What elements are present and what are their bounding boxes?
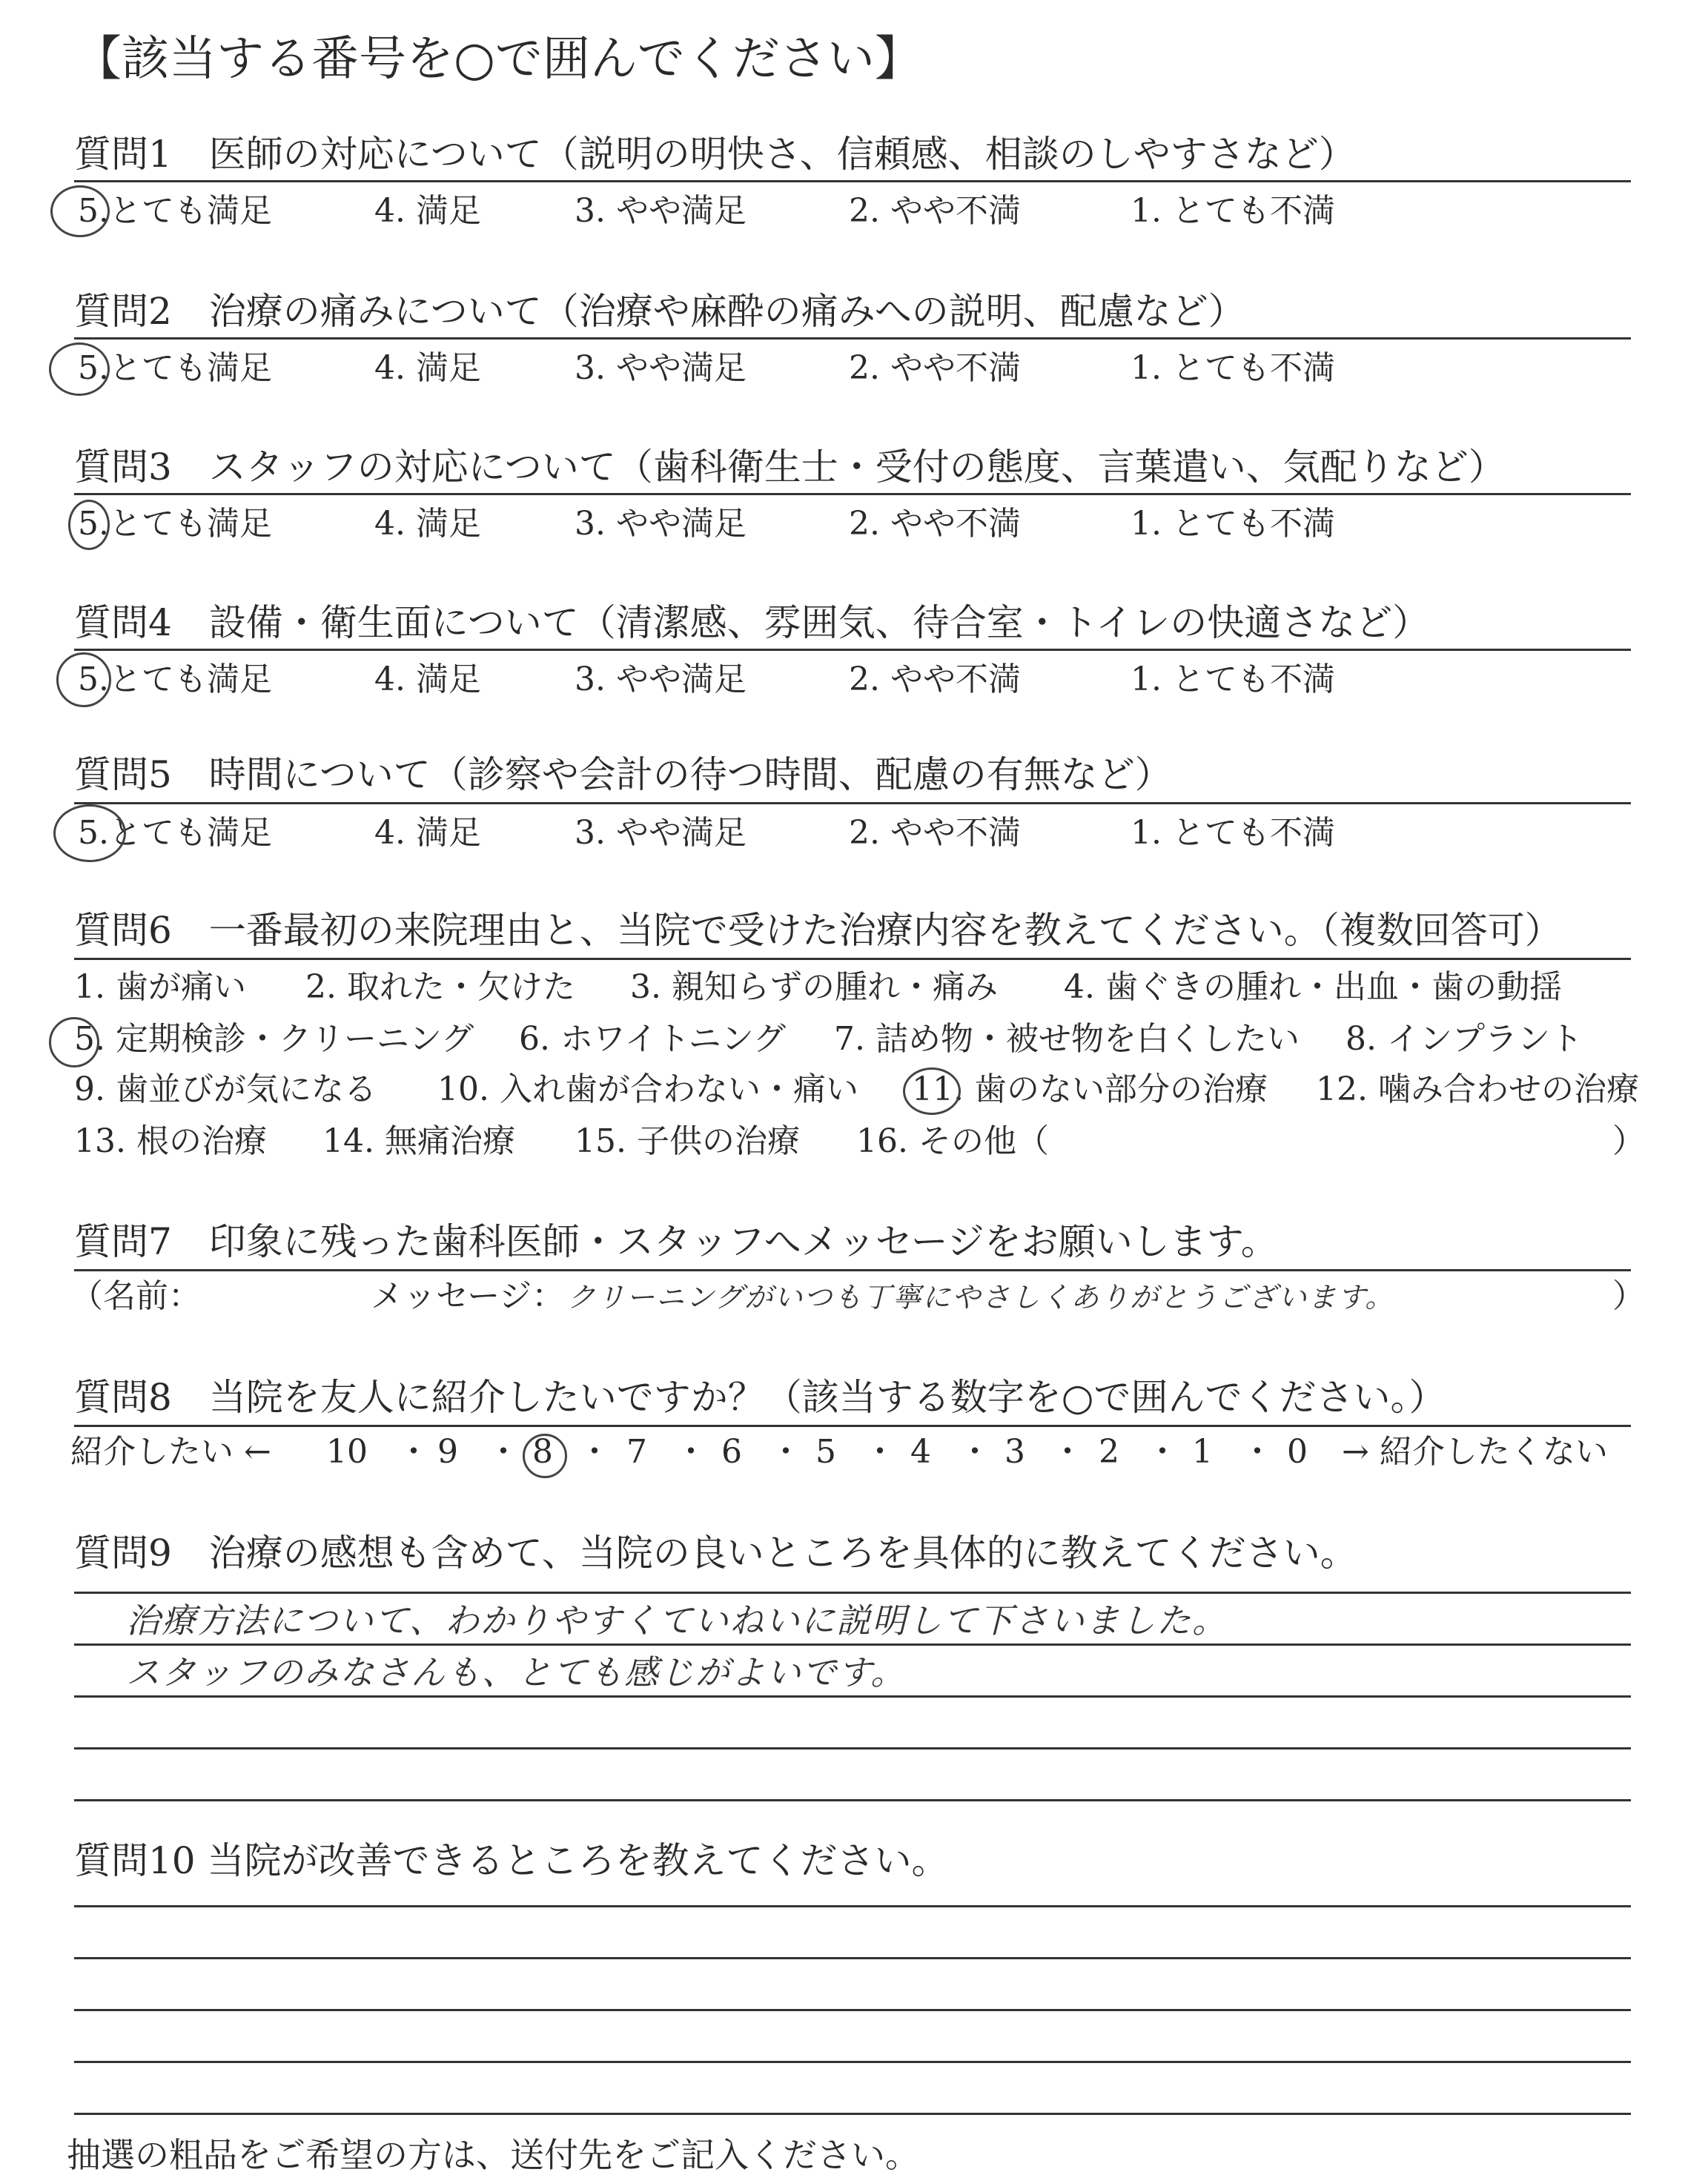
q3-rule <box>74 493 1631 495</box>
q3-option-4[interactable]: 4. 満足 <box>374 505 481 543</box>
q2-option-2[interactable]: 2. やや不満 <box>849 349 1021 387</box>
q6-option-12[interactable]: 12. 噛み合わせの治療 <box>1316 1070 1639 1108</box>
q9-answer-line-1: 治療方法について、わかりやすくていねいに説明して下さいました。 <box>126 1600 1228 1641</box>
q3-option-3[interactable]: 3. やや満足 <box>575 505 747 543</box>
q7-message-label: メッセージ： <box>371 1277 565 1315</box>
q6-option-14[interactable]: 14. 無痛治療 <box>322 1122 515 1160</box>
q4-option-2[interactable]: 2. やや不満 <box>849 661 1021 698</box>
q4-option-5[interactable]: 5.とても満足 <box>78 661 272 698</box>
q6-option-11[interactable]: 11. 歯のない部分の治療 <box>912 1070 1268 1108</box>
q6-option-5[interactable]: 5. 定期検診・クリーニング <box>74 1020 474 1058</box>
q8-score-5[interactable]: 5 <box>815 1433 836 1471</box>
q10-line-1 <box>74 1905 1631 1907</box>
q3-option-5[interactable]: 5.とても満足 <box>78 505 272 543</box>
q6-option-6[interactable]: 6. ホワイトニング <box>519 1020 787 1058</box>
q7-heading: 質問7 印象に残った歯科医師・スタッフへメッセージをお願いします。 <box>74 1220 1278 1263</box>
q6-option-13[interactable]: 13. 根の治療 <box>74 1122 267 1160</box>
q6-other-close-paren: ） <box>1612 1122 1645 1160</box>
q4-heading: 質問4 設備・衛生面について（清潔感、雰囲気、待合室・トイレの快適さなど） <box>74 601 1430 644</box>
q8-separator: ・ <box>864 1433 896 1471</box>
q6-option-7[interactable]: 7. 詰め物・被せ物を白くしたい <box>834 1020 1300 1058</box>
q8-rule <box>74 1425 1631 1427</box>
q3-option-2[interactable]: 2. やや不満 <box>849 505 1021 543</box>
q2-option-3[interactable]: 3. やや満足 <box>575 349 747 387</box>
q8-separator: ・ <box>397 1433 430 1471</box>
q1-rule <box>74 180 1631 182</box>
q5-option-3[interactable]: 3. やや満足 <box>575 814 747 852</box>
q10-line-2 <box>74 1957 1631 1959</box>
q9-heading: 質問9 治療の感想も含めて、当院の良いところを具体的に教えてください。 <box>74 1532 1357 1575</box>
q2-rule <box>74 337 1631 340</box>
q9-line-5 <box>74 1799 1631 1801</box>
q2-option-1[interactable]: 1. とても不満 <box>1131 349 1335 387</box>
q5-rule <box>74 802 1631 804</box>
q9-line-4 <box>74 1747 1631 1749</box>
q7-name-label: （名前： <box>70 1277 201 1315</box>
q2-selection-circle <box>49 342 110 396</box>
footer-note: 抽選の粗品をご希望の方は、送付先をご記入ください。 <box>67 2135 919 2175</box>
q8-separator: ・ <box>675 1433 707 1471</box>
q8-separator: ・ <box>959 1433 991 1471</box>
q8-score-3[interactable]: 3 <box>1004 1433 1025 1471</box>
q6-option-8[interactable]: 8. インプラント <box>1345 1020 1583 1058</box>
q4-option-3[interactable]: 3. やや満足 <box>575 661 747 698</box>
q6-option-10[interactable]: 10. 入れ歯が合わない・痛い <box>437 1070 858 1108</box>
q8-right-label: → 紹介したくない <box>1342 1433 1608 1471</box>
q3-selection-circle <box>68 500 110 550</box>
q6-selection-circle-11 <box>903 1067 961 1115</box>
q8-score-6[interactable]: 6 <box>721 1433 742 1471</box>
q9-line-2 <box>74 1643 1631 1646</box>
q7-close-paren: ） <box>1612 1277 1645 1315</box>
q8-score-10[interactable]: 10 <box>326 1433 368 1471</box>
q6-option-15[interactable]: 15. 子供の治療 <box>575 1122 800 1160</box>
q9-line-3 <box>74 1695 1631 1698</box>
q1-option-2[interactable]: 2. やや不満 <box>849 192 1021 230</box>
q5-option-1[interactable]: 1. とても不満 <box>1131 814 1335 852</box>
q8-separator: ・ <box>487 1433 520 1471</box>
q9-line-1 <box>74 1592 1631 1594</box>
q4-selection-circle <box>56 652 111 707</box>
q5-option-5[interactable]: 5.とても満足 <box>78 814 272 852</box>
q6-heading: 質問6 一番最初の来院理由と、当院で受けた治療内容を教えてください。（複数回答可） <box>74 909 1562 952</box>
q5-selection-circle <box>53 804 126 862</box>
q6-selection-circle-5 <box>49 1017 99 1067</box>
q10-heading: 質問10 当院が改善できるところを教えてください。 <box>74 1839 949 1882</box>
q8-separator: ・ <box>769 1433 802 1471</box>
q6-rule <box>74 958 1631 960</box>
q6-option-16[interactable]: 16. その他（ <box>856 1122 1049 1160</box>
q6-option-3[interactable]: 3. 親知らずの腫れ・痛み <box>630 968 998 1006</box>
q8-separator: ・ <box>1051 1433 1084 1471</box>
q8-score-9[interactable]: 9 <box>437 1433 458 1471</box>
q1-heading: 質問1 医師の対応について（説明の明快さ、信頼感、相談のしやすさなど） <box>74 133 1356 176</box>
q8-score-0[interactable]: 0 <box>1287 1433 1308 1471</box>
q7-rule <box>74 1269 1631 1271</box>
q8-separator: ・ <box>1146 1433 1179 1471</box>
q1-option-5[interactable]: 5.とても満足 <box>78 192 272 230</box>
q8-heading: 質問8 当院を友人に紹介したいですか？（該当する数字を○で囲んでください。） <box>74 1376 1446 1419</box>
q5-option-4[interactable]: 4. 満足 <box>374 814 481 852</box>
q1-option-3[interactable]: 3. やや満足 <box>575 192 747 230</box>
q8-separator: ・ <box>1241 1433 1274 1471</box>
q9-answer-line-2: スタッフのみなさんも、とても感じがよいです。 <box>126 1652 907 1692</box>
q3-option-1[interactable]: 1. とても不満 <box>1131 505 1335 543</box>
q1-option-1[interactable]: 1. とても不満 <box>1131 192 1335 230</box>
q2-option-4[interactable]: 4. 満足 <box>374 349 481 387</box>
q2-heading: 質問2 治療の痛みについて（治療や麻酔の痛みへの説明、配慮など） <box>74 290 1245 333</box>
q4-option-4[interactable]: 4. 満足 <box>374 661 481 698</box>
q6-option-1[interactable]: 1. 歯が痛い <box>74 968 246 1006</box>
q2-option-5[interactable]: 5.とても満足 <box>78 349 272 387</box>
q1-selection-circle <box>50 185 110 237</box>
q8-score-2[interactable]: 2 <box>1099 1433 1119 1471</box>
q8-score-1[interactable]: 1 <box>1192 1433 1213 1471</box>
q6-option-2[interactable]: 2. 取れた・欠けた <box>305 968 575 1006</box>
q8-score-7[interactable]: 7 <box>626 1433 647 1471</box>
q5-heading: 質問5 時間について（診察や会計の待つ時間、配慮の有無など） <box>74 753 1172 796</box>
page-title: 【該当する番号を○で囲んでください】 <box>74 32 922 87</box>
q1-option-4[interactable]: 4. 満足 <box>374 192 481 230</box>
q10-line-3 <box>74 2009 1631 2011</box>
q8-score-8[interactable]: 8 <box>532 1433 553 1471</box>
q8-separator: ・ <box>578 1433 611 1471</box>
q4-option-1[interactable]: 1. とても不満 <box>1131 661 1335 698</box>
q10-line-4 <box>74 2061 1631 2063</box>
q6-option-9[interactable]: 9. 歯並びが気になる <box>74 1070 377 1108</box>
q8-score-4[interactable]: 4 <box>910 1433 931 1471</box>
q6-option-4[interactable]: 4. 歯ぐきの腫れ・出血・歯の動揺 <box>1064 968 1562 1006</box>
q8-selection-circle <box>523 1434 567 1478</box>
q8-left-label: 紹介したい ← <box>70 1433 271 1471</box>
q7-message-text: クリーニングがいつも丁寧にやさしくありがとうございます。 <box>567 1281 1395 1314</box>
q4-rule <box>74 649 1631 651</box>
q3-heading: 質問3 スタッフの対応について（歯科衛生士・受付の態度、言葉遣い、気配りなど） <box>74 446 1506 489</box>
q5-option-2[interactable]: 2. やや不満 <box>849 814 1021 852</box>
q10-line-5 <box>74 2113 1631 2115</box>
